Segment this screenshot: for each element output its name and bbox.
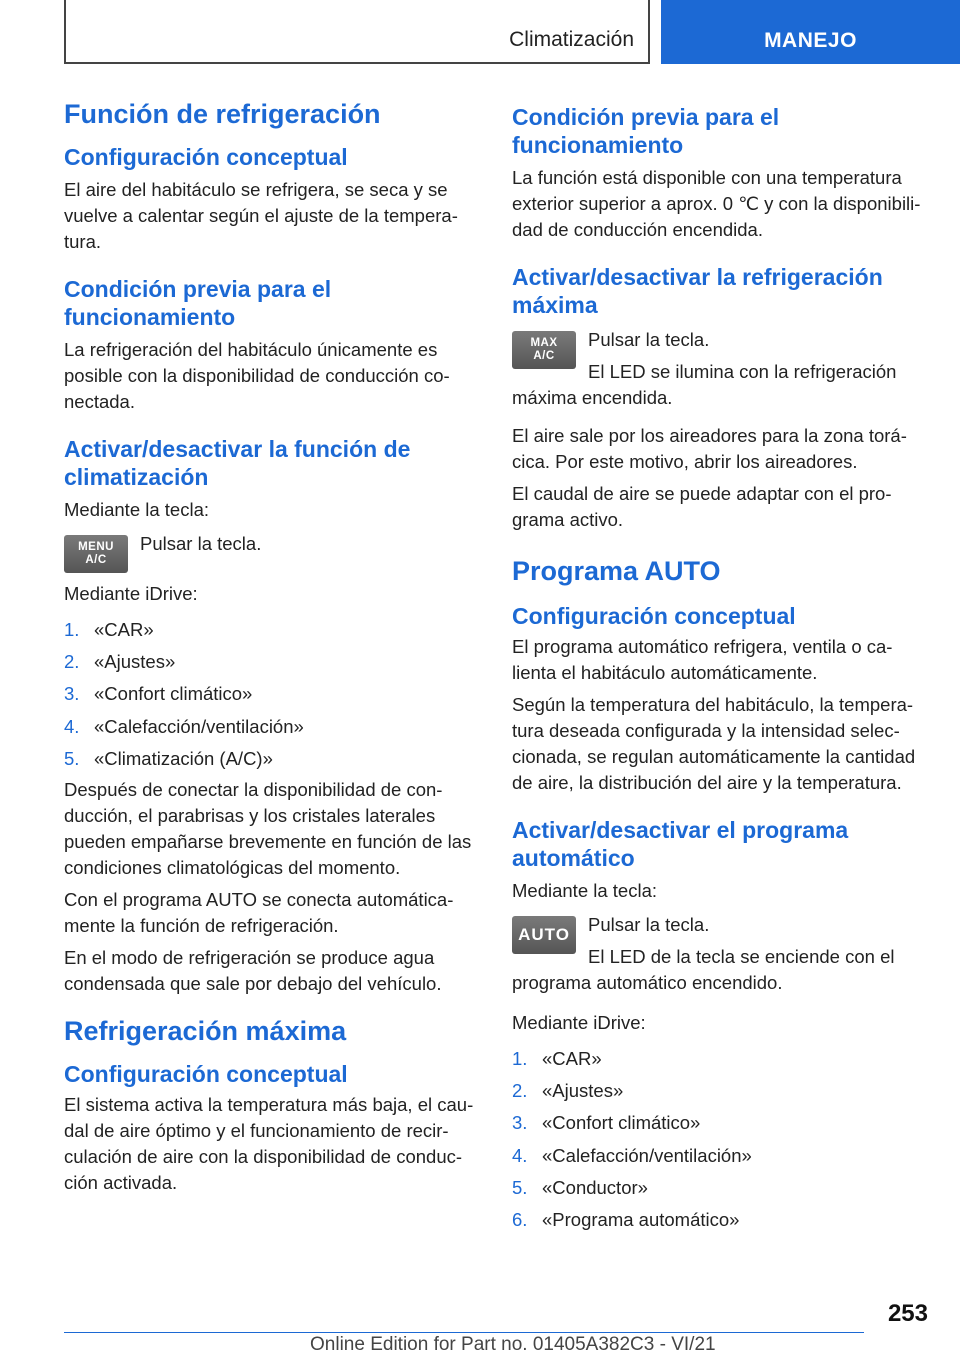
menu-ac-key-row xyxy=(64,531,480,581)
menu-ac-key-label-top: MENU xyxy=(78,541,114,553)
list-item-text: «Climatización (A/C)» xyxy=(94,747,273,769)
list-item-text: «CAR» xyxy=(94,619,154,640)
paragraph-via-idrive: Mediante iDrive: xyxy=(512,1012,646,1033)
list-item-number: 1. xyxy=(64,619,80,640)
paragraph-via-idrive: Mediante iDrive: xyxy=(64,583,198,604)
paragraph-led-auto: El LED de la tecla se enciende con el programa automático encendido. xyxy=(512,946,895,993)
max-ac-key-label-bottom: A/C xyxy=(533,350,555,362)
heading-activate-auto: Activar/desactivar el programa automático xyxy=(512,817,849,871)
paragraph-led-max: El LED se ilumina con la refrigeración máxima encendida. xyxy=(512,361,897,408)
list-item-number: 5. xyxy=(512,1176,528,1198)
paragraph-auto-concept: El programa automático refrigera, ventila o ca- lienta el habitáculo automáticamente. xyxy=(512,636,893,683)
paragraph-air-flow: El caudal de aire se puede adaptar con el pro- grama activo. xyxy=(512,483,892,530)
footer-divider xyxy=(64,1332,864,1333)
list-item xyxy=(64,678,480,710)
list-item xyxy=(64,614,480,646)
auto-key-label: AUTO xyxy=(518,925,570,944)
heading-concept: Configuración conceptual xyxy=(64,144,348,170)
paragraph-concept-max: El sistema activa la temperatura más baja, el cau- dal de aire óptimo y el funcionamiento de recir- culación de aire con la disponibilidad de conduc- ción activada. xyxy=(64,1094,474,1194)
paragraph-precondition-max: La función está disponible con una temperatura exterior superior a aprox. 0 ℃ y con la disponibili- dad de conducción encendida. xyxy=(512,167,921,240)
idrive-steps-list xyxy=(512,1043,932,1236)
paragraph-auto-cooling: Con el programa AUTO se conecta automática- mente la función de refrigeración. xyxy=(64,889,454,937)
list-item-text: «Conductor» xyxy=(542,1176,648,1198)
list-item xyxy=(64,743,480,775)
menu-ac-key-icon xyxy=(64,535,128,573)
list-item-number: 5. xyxy=(64,747,80,769)
list-item-text: «Confort climático» xyxy=(542,1112,701,1134)
list-item-text: «Ajustes» xyxy=(542,1080,624,1102)
heading-cooling-function: Función de refrigeración xyxy=(64,99,381,129)
list-item-number: 3. xyxy=(512,1112,528,1134)
list-item-number: 1. xyxy=(512,1048,528,1069)
paragraph-condensation: En el modo de refrigeración se produce agua condensada que sale por debajo del vehículo. xyxy=(64,947,442,995)
list-item xyxy=(512,1043,932,1075)
auto-key-icon xyxy=(512,916,576,954)
max-ac-key-label-top: MAX xyxy=(530,337,558,349)
paragraph-press-key: Pulsar la tecla. xyxy=(588,329,710,350)
list-item-number: 6. xyxy=(512,1209,528,1231)
heading-concept: Configuración conceptual xyxy=(64,1061,348,1088)
heading-activate-max: Activar/desactivar la refrigeración máxima xyxy=(512,264,883,318)
max-ac-key-icon xyxy=(512,331,576,369)
paragraph-via-key: Mediante la tecla: xyxy=(64,499,210,520)
max-ac-key-row xyxy=(512,327,932,411)
header-section-box xyxy=(64,0,650,64)
footer-edition: Online Edition for Part no. 01405A382C3 - VI/21 xyxy=(310,1334,716,1355)
heading-concept: Configuración conceptual xyxy=(512,603,796,629)
list-item-text: «Programa automático» xyxy=(542,1209,740,1231)
section-title: Climatización xyxy=(509,28,634,51)
list-item xyxy=(512,1107,932,1139)
menu-ac-key-label-bottom: A/C xyxy=(85,554,107,566)
heading-auto-program: Programa AUTO xyxy=(512,556,721,586)
list-item xyxy=(512,1204,932,1236)
paragraph-air-outlets: El aire sale por los aireadores para la zona torá- cica. Por este motivo, abrir los aireadores. xyxy=(512,425,907,472)
list-item xyxy=(64,646,480,678)
paragraph-auto-regulation: Según la temperatura del habitáculo, la tempera- tura deseada configurada y la intensidad selec- cionada, se regulan automáticamente la cantidad de aire, la distribución del aire y la temperatura. xyxy=(512,694,916,793)
heading-precondition: Condición previa para el funcionamiento xyxy=(64,276,332,330)
auto-key-row xyxy=(512,912,932,996)
tab-manejo-label: MANEJO xyxy=(764,29,857,52)
list-item-text: «Calefacción/ventilación» xyxy=(94,715,304,737)
heading-max-cooling: Refrigeración máxima xyxy=(64,1016,347,1047)
list-item-number: 2. xyxy=(512,1080,528,1102)
list-item-number: 4. xyxy=(64,715,80,737)
heading-activate-climate: Activar/desactivar la función de climatización xyxy=(64,436,411,490)
list-item-number: 4. xyxy=(512,1144,528,1166)
list-item xyxy=(64,711,480,743)
list-item xyxy=(512,1172,932,1204)
list-item-text: «Confort climático» xyxy=(94,683,253,705)
paragraph-precondition: La refrigeración del habitáculo únicamente es posible con la disponibilidad de conducción co- nectada. xyxy=(64,339,450,412)
paragraph-press-key: Pulsar la tecla. xyxy=(140,533,262,554)
list-item-number: 2. xyxy=(64,651,80,673)
page-number: 253 xyxy=(887,1300,928,1327)
list-item-text: «Ajustes» xyxy=(94,651,176,673)
paragraph-fogging: Después de conectar la disponibilidad de con- ducción, el parabrisas y los cristales laterales pueden empañarse brevemente en función de las condiciones climatológicas del momento. xyxy=(64,779,472,879)
tab-manejo[interactable] xyxy=(661,0,960,64)
paragraph-press-key: Pulsar la tecla. xyxy=(588,914,710,935)
right-column xyxy=(512,98,932,1236)
list-item xyxy=(512,1075,932,1107)
list-item-text: «CAR» xyxy=(542,1048,602,1069)
left-column xyxy=(64,98,480,1196)
list-item-text: «Calefacción/ventilación» xyxy=(542,1144,752,1166)
paragraph-concept: El aire del habitáculo se refrigera, se seca y se vuelve a calentar según el ajuste de la tempera- tura. xyxy=(64,179,458,252)
idrive-steps-list xyxy=(64,614,480,775)
paragraph-via-key: Mediante la tecla: xyxy=(512,880,658,901)
list-item xyxy=(512,1140,932,1172)
heading-precondition: Condición previa para el funcionamiento xyxy=(512,104,780,158)
list-item-number: 3. xyxy=(64,683,80,705)
